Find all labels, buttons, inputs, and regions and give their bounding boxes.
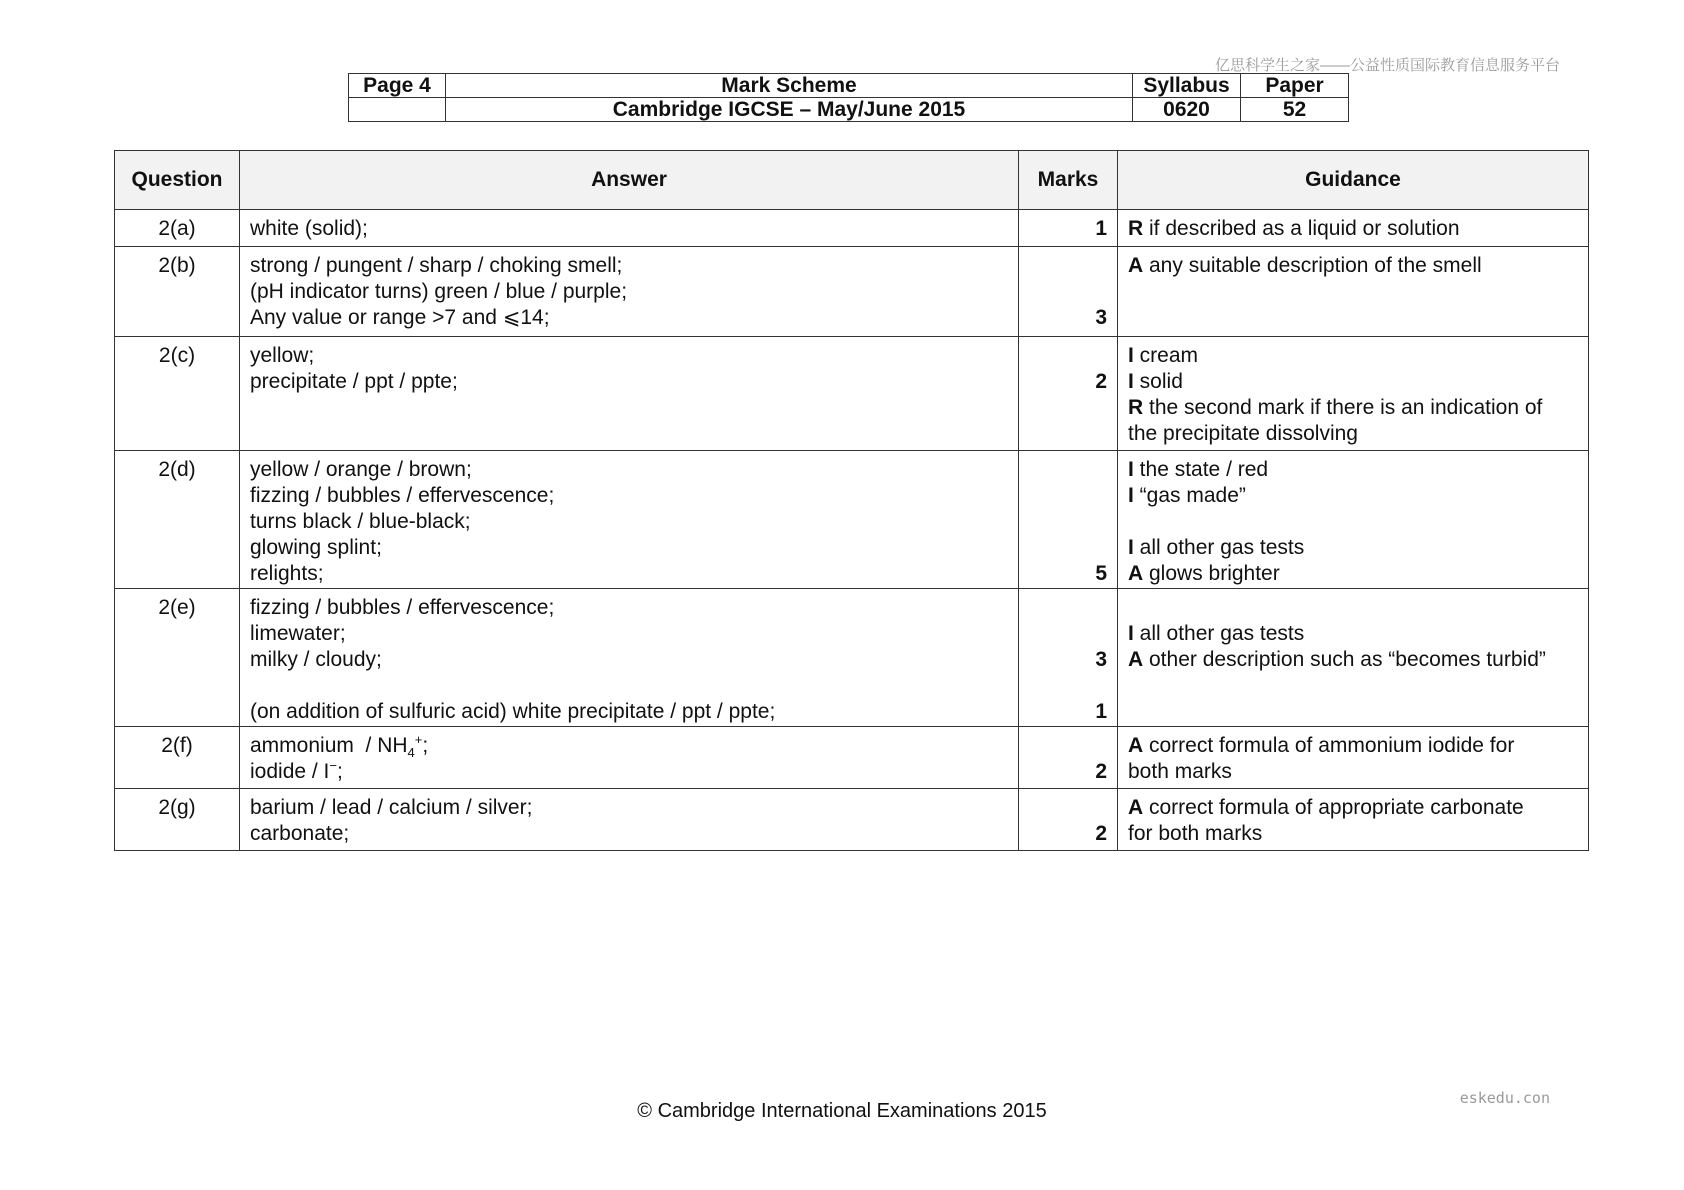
answer-line: relights; bbox=[250, 562, 324, 585]
guidance-text: if described as a liquid or solution bbox=[1143, 217, 1460, 240]
page-number: Page 4 bbox=[349, 74, 446, 98]
question-cell: 2(b) bbox=[115, 247, 240, 337]
answer-line: yellow; bbox=[250, 344, 315, 367]
guidance-line bbox=[1128, 216, 1578, 242]
guidance-line bbox=[1128, 759, 1578, 785]
guidance-line bbox=[1128, 535, 1578, 561]
answer-line: (on addition of sulfuric acid) white precipitate / ppt / ppte; bbox=[250, 700, 776, 723]
guidance-keyword: A bbox=[1128, 254, 1144, 277]
column-header-marks: Marks bbox=[1019, 151, 1118, 210]
guidance-text: correct formula of ammonium iodide for bbox=[1143, 734, 1515, 757]
watermark-bottom: eskedu.con bbox=[1459, 1089, 1550, 1107]
marks-value: 5 bbox=[1095, 562, 1107, 585]
guidance-keyword: R bbox=[1128, 217, 1144, 240]
column-header-question: Question bbox=[115, 151, 240, 210]
answer-fragment: − bbox=[329, 758, 337, 773]
answer-line: barium / lead / calcium / silver; bbox=[250, 796, 533, 819]
guidance-keyword: A bbox=[1128, 648, 1144, 671]
answer-line: glowing splint; bbox=[250, 536, 382, 559]
answer-fragment: ammonium / NH bbox=[250, 734, 408, 757]
answer-line bbox=[250, 673, 1008, 699]
answer-fragment: 4 bbox=[407, 745, 415, 761]
answer-line bbox=[250, 759, 1008, 785]
guidance-cell bbox=[1118, 451, 1589, 589]
table-header-row bbox=[115, 151, 1589, 210]
marks-value bbox=[1019, 595, 1107, 621]
table-row bbox=[115, 210, 1589, 247]
guidance-text: other description such as “becomes turbid” bbox=[1143, 648, 1546, 671]
guidance-keyword: I bbox=[1128, 536, 1134, 559]
question-cell: 2(a) bbox=[115, 210, 240, 247]
marks-cell bbox=[1019, 589, 1118, 727]
paper-label: Paper bbox=[1241, 74, 1349, 98]
guidance-cell bbox=[1118, 247, 1589, 337]
guidance-line bbox=[1128, 647, 1578, 673]
copyright-footer: © Cambridge International Examinations 2015 bbox=[637, 1100, 1047, 1122]
table-row bbox=[115, 337, 1589, 451]
answer-fragment: ; bbox=[336, 760, 343, 783]
marks-value: 3 bbox=[1095, 648, 1107, 671]
marks-value: 1 bbox=[1095, 700, 1107, 723]
guidance-cell bbox=[1118, 789, 1589, 851]
guidance-line bbox=[1128, 821, 1578, 847]
page-header-table bbox=[348, 73, 1349, 122]
guidance-line bbox=[1128, 733, 1578, 759]
header-empty-cell bbox=[349, 98, 446, 122]
marks-value bbox=[1019, 279, 1107, 305]
marks-value: 2 bbox=[1095, 760, 1107, 783]
answer-line: fizzing / bubbles / effervescence; bbox=[250, 596, 555, 619]
guidance-line bbox=[1128, 561, 1578, 587]
answer-cell bbox=[240, 337, 1019, 451]
marks-value: 1 bbox=[1095, 217, 1107, 240]
guidance-text: the second mark if there is an indication of bbox=[1143, 396, 1543, 419]
marks-value bbox=[1019, 673, 1107, 699]
column-header-answer: Answer bbox=[240, 151, 1019, 210]
guidance-keyword: A bbox=[1128, 734, 1144, 757]
exam-title: Cambridge IGCSE – May/June 2015 bbox=[446, 98, 1133, 122]
guidance-text: solid bbox=[1133, 370, 1183, 393]
marks-cell bbox=[1019, 337, 1118, 451]
marks-cell bbox=[1019, 727, 1118, 789]
marks-value: 3 bbox=[1095, 306, 1107, 329]
guidance-line bbox=[1128, 595, 1578, 621]
guidance-keyword: I bbox=[1128, 484, 1134, 507]
marks-value bbox=[1019, 535, 1107, 561]
syllabus-label: Syllabus bbox=[1133, 74, 1241, 98]
marks-value bbox=[1019, 733, 1107, 759]
answer-cell bbox=[240, 727, 1019, 789]
marks-value bbox=[1019, 253, 1107, 279]
marks-value bbox=[1019, 457, 1107, 483]
guidance-line bbox=[1128, 421, 1578, 447]
marks-value bbox=[1019, 621, 1107, 647]
guidance-line bbox=[1128, 395, 1578, 421]
paper-number: 52 bbox=[1241, 98, 1349, 122]
syllabus-code: 0620 bbox=[1133, 98, 1241, 122]
answer-fragment: + bbox=[414, 732, 423, 747]
guidance-text: glows brighter bbox=[1143, 562, 1280, 585]
guidance-cell bbox=[1118, 210, 1589, 247]
guidance-keyword: I bbox=[1128, 622, 1134, 645]
answer-line: strong / pungent / sharp / choking smell; bbox=[250, 254, 623, 277]
table-row bbox=[115, 789, 1589, 851]
answer-line: fizzing / bubbles / effervescence; bbox=[250, 484, 555, 507]
guidance-line bbox=[1128, 369, 1578, 395]
answer-line: precipitate / ppt / ppte; bbox=[250, 370, 458, 393]
answer-line: limewater; bbox=[250, 622, 346, 645]
marks-value bbox=[1019, 483, 1107, 509]
guidance-cell bbox=[1118, 337, 1589, 451]
answer-line: carbonate; bbox=[250, 822, 350, 845]
answer-fragment: ; bbox=[422, 734, 429, 757]
guidance-keyword: I bbox=[1128, 370, 1134, 393]
answer-line: (pH indicator turns) green / blue / purple; bbox=[250, 280, 628, 303]
table-row bbox=[115, 589, 1589, 727]
marks-value bbox=[1019, 343, 1107, 369]
answer-cell bbox=[240, 789, 1019, 851]
mark-scheme-title: Mark Scheme bbox=[446, 74, 1133, 98]
question-cell: 2(g) bbox=[115, 789, 240, 851]
guidance-keyword: A bbox=[1128, 796, 1144, 819]
guidance-text: all other gas tests bbox=[1133, 536, 1305, 559]
answer-line: yellow / orange / brown; bbox=[250, 458, 472, 481]
table-row bbox=[115, 451, 1589, 589]
guidance-keyword: R bbox=[1128, 396, 1144, 419]
guidance-line bbox=[1128, 483, 1578, 509]
answer-cell bbox=[240, 451, 1019, 589]
marks-value: 2 bbox=[1095, 822, 1107, 845]
guidance-cell bbox=[1118, 727, 1589, 789]
answer-line bbox=[250, 733, 1008, 759]
guidance-keyword: A bbox=[1128, 562, 1144, 585]
marks-cell bbox=[1019, 210, 1118, 247]
guidance-line bbox=[1128, 457, 1578, 483]
guidance-text: the state / red bbox=[1133, 458, 1269, 481]
question-cell: 2(c) bbox=[115, 337, 240, 451]
guidance-text: the precipitate dissolving bbox=[1128, 422, 1358, 445]
guidance-text: “gas made” bbox=[1133, 484, 1246, 507]
answer-line: turns black / blue-black; bbox=[250, 510, 471, 533]
guidance-text: any suitable description of the smell bbox=[1143, 254, 1482, 277]
answer-line: white (solid); bbox=[250, 217, 368, 240]
table-row bbox=[115, 247, 1589, 337]
guidance-line bbox=[1128, 253, 1578, 279]
guidance-text: correct formula of appropriate carbonate bbox=[1143, 796, 1524, 819]
marks-value bbox=[1019, 509, 1107, 535]
question-cell: 2(e) bbox=[115, 589, 240, 727]
guidance-line bbox=[1128, 621, 1578, 647]
column-header-guidance: Guidance bbox=[1118, 151, 1589, 210]
answer-line: milky / cloudy; bbox=[250, 648, 382, 671]
marks-cell bbox=[1019, 451, 1118, 589]
answer-line: Any value or range >7 and ⩽14; bbox=[250, 306, 550, 329]
guidance-line bbox=[1128, 795, 1578, 821]
answer-fragment: iodide / I bbox=[250, 760, 330, 783]
marks-value: 2 bbox=[1095, 370, 1107, 393]
question-cell: 2(d) bbox=[115, 451, 240, 589]
guidance-text: for both marks bbox=[1128, 822, 1263, 845]
guidance-line bbox=[1128, 509, 1578, 535]
marks-cell bbox=[1019, 247, 1118, 337]
watermark-top: 亿思科学生之家——公益性质国际教育信息服务平台 bbox=[1214, 57, 1560, 74]
marks-cell bbox=[1019, 789, 1118, 851]
answer-cell bbox=[240, 210, 1019, 247]
guidance-keyword: I bbox=[1128, 458, 1134, 481]
guidance-cell bbox=[1118, 589, 1589, 727]
guidance-keyword: I bbox=[1128, 344, 1134, 367]
guidance-text: all other gas tests bbox=[1133, 622, 1305, 645]
answer-cell bbox=[240, 589, 1019, 727]
table-row bbox=[115, 727, 1589, 789]
mark-scheme-table bbox=[114, 150, 1589, 851]
question-cell: 2(f) bbox=[115, 727, 240, 789]
guidance-text: cream bbox=[1133, 344, 1199, 367]
guidance-line bbox=[1128, 343, 1578, 369]
answer-cell bbox=[240, 247, 1019, 337]
guidance-text: both marks bbox=[1128, 760, 1232, 783]
marks-value bbox=[1019, 795, 1107, 821]
